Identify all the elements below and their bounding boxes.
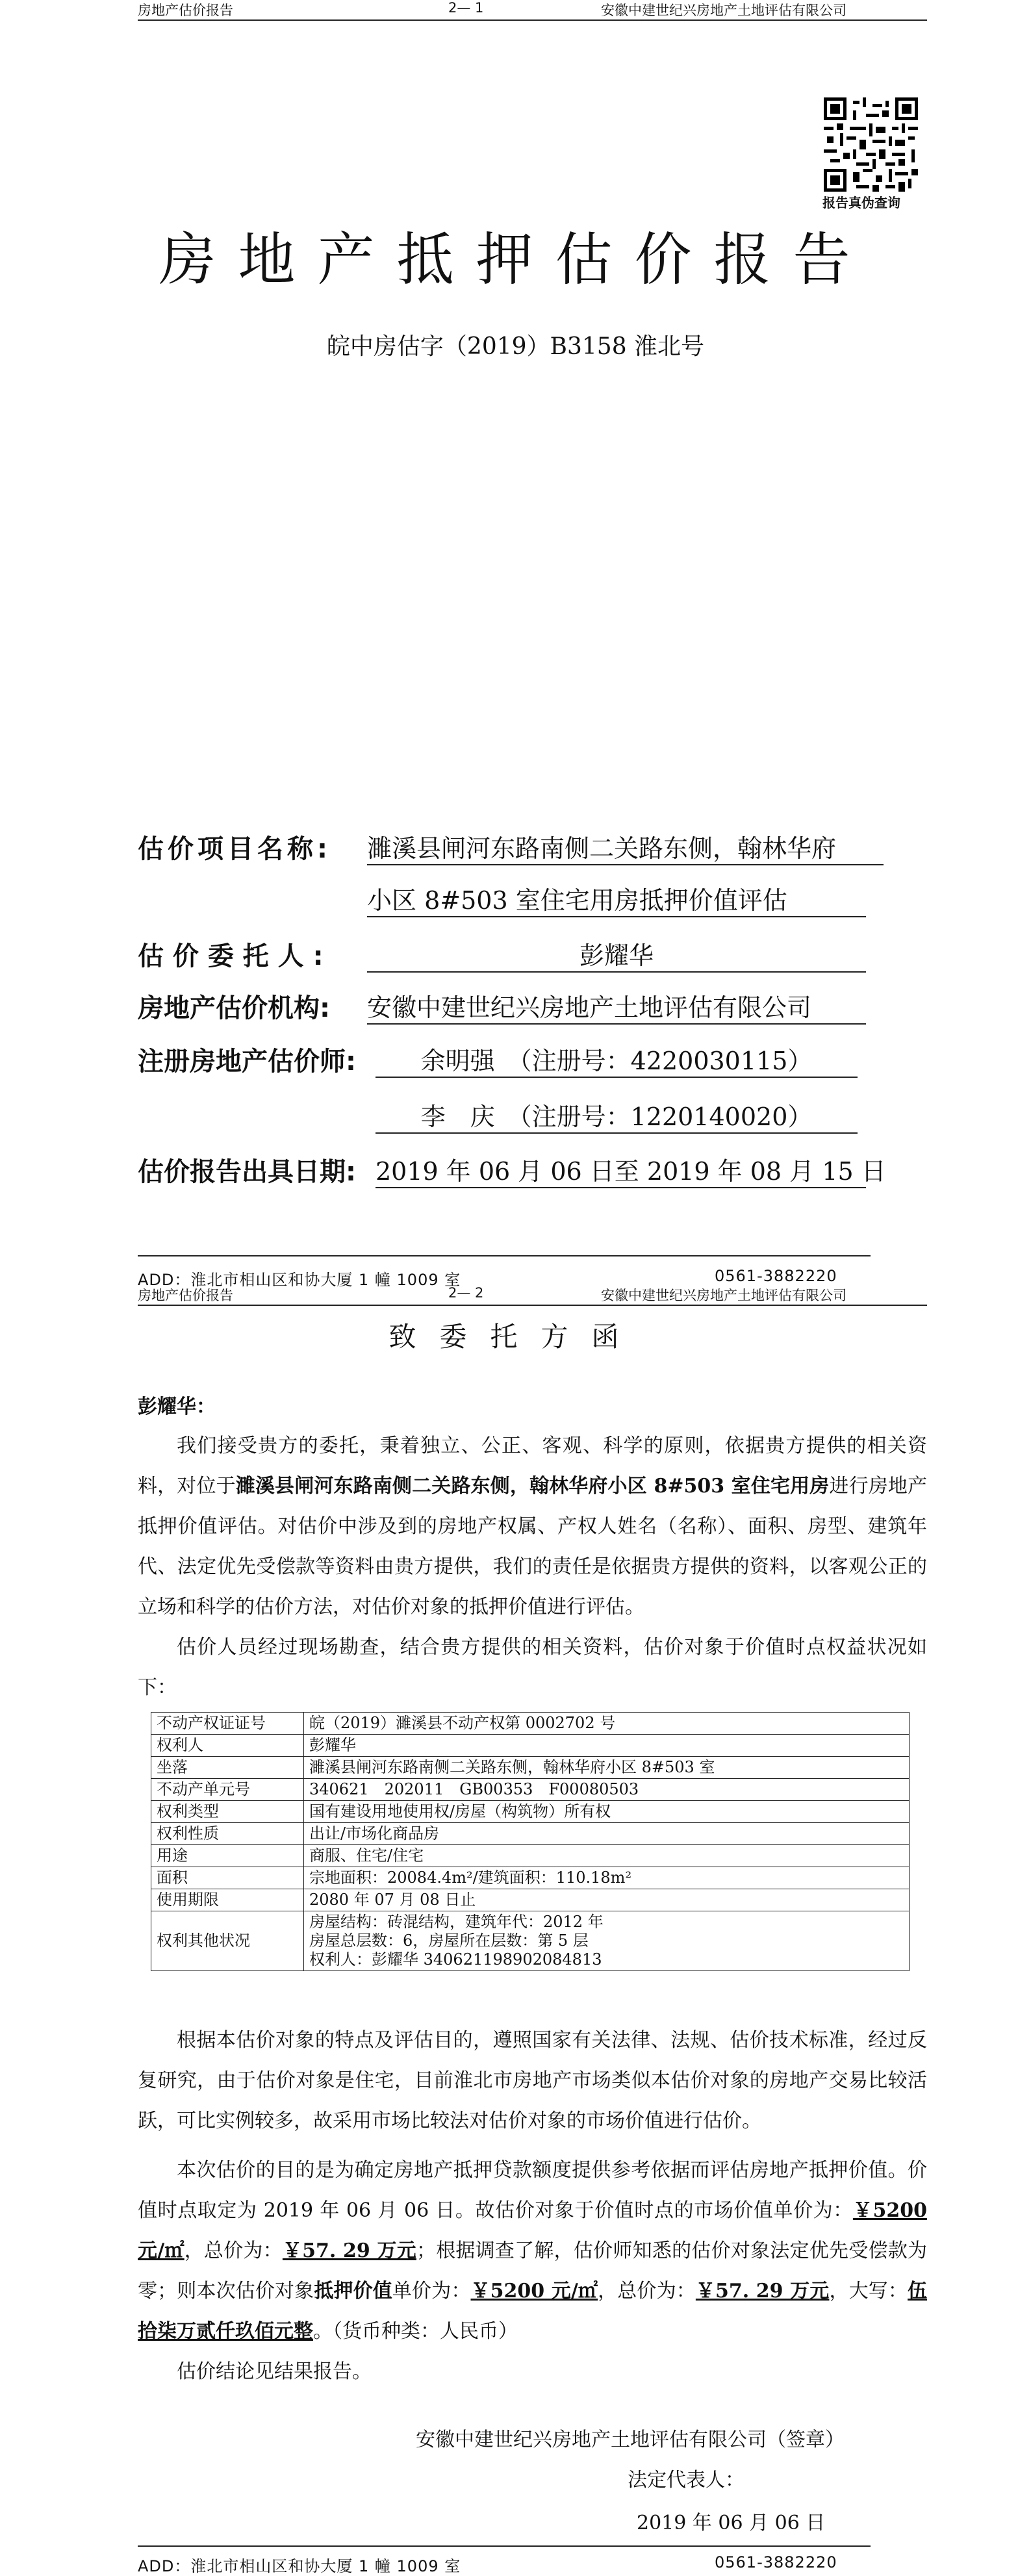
table-key: 坐落 — [151, 1757, 304, 1779]
appraiser-1: 余明强 （注册号：4220030115） — [375, 1041, 858, 1078]
project-value-line1: 濉溪县闸河东路南侧二关路东侧，翰林华府 — [367, 828, 884, 865]
table-value-line: 国有建设用地使用权/房屋（构筑物）所有权 — [309, 1802, 611, 1820]
table-row — [151, 1911, 910, 1971]
appraiser-label: 注册房地产估价师: — [138, 1047, 356, 1077]
header-rule — [138, 1305, 927, 1306]
signature-date: 2019 年 06 月 06 日 — [637, 2512, 826, 2534]
table-row — [151, 1779, 910, 1801]
footer-address: ADD：淮北市相山区和协大厦 1 幢 1009 室 — [138, 1271, 461, 1289]
table-value-line: 彭耀华 — [309, 1736, 356, 1754]
salutation: 彭耀华： — [138, 1396, 216, 1418]
table-row — [151, 1713, 910, 1735]
project-label: 估价项目名称: — [138, 834, 331, 864]
table-value-line: 权利人：彭耀华 340621198902084813 — [309, 1950, 602, 1969]
date-label: 估价报告出具日期: — [138, 1157, 356, 1187]
table-key: 权利类型 — [151, 1801, 304, 1823]
document-number: 皖中房估字（2019）B3158 淮北号 — [326, 333, 705, 360]
footer-rule — [138, 2545, 871, 2547]
table-value-line: 房屋总层数：6，房屋所在层数：第 5 层 — [309, 1932, 589, 1950]
table-row — [151, 1867, 910, 1889]
paragraph-3: 根据本估价对象的特点及评估目的，遵照国家有关法律、法规、估价技术标准，经过反复研究，由于估价对象是住宅，目前淮北市房地产市场类似本估价对象的房地产交易比较活跃，可比实例较多，故采用市场比较法对估价对象的市场价值进行估价。 — [138, 2029, 927, 2132]
footer-rule — [138, 1255, 871, 1256]
paragraph-5: 估价结论见结果报告。 — [177, 2360, 372, 2383]
table-key: 不动产权证证号 — [151, 1713, 304, 1735]
table-value-line: 皖（2019）濉溪县不动产权第 0002702 号 — [309, 1714, 616, 1732]
table-value — [304, 1911, 910, 1971]
qr-code-icon[interactable] — [824, 97, 918, 192]
table-value — [304, 1735, 910, 1757]
total-price: ￥57. 29 万元 — [282, 2239, 416, 2262]
paragraph-2: 估价人员经过现场勘查，结合贵方提供的相关资料，估价对象于价值时点权益状况如下： — [138, 1636, 927, 1699]
footer-phone: 0561-3882220 — [715, 2553, 837, 2571]
table-key: 权利其他状况 — [151, 1911, 304, 1971]
table-key: 用途 — [151, 1845, 304, 1867]
mortgage-total-price: ￥57. 29 万元 — [695, 2280, 830, 2302]
client-label: 估 价 委 托 人 : — [138, 941, 324, 971]
mortgage-unit-price: ￥5200 元/㎡ — [470, 2280, 598, 2302]
table-row — [151, 1889, 910, 1911]
report-title: 房地产抵押估价报告 — [159, 226, 872, 293]
property-address: 濉溪县闸河东路南侧二关路东侧，翰林华府小区 8#503 室住宅用房 — [235, 1475, 830, 1498]
table-value-line: 出让/市场化商品房 — [309, 1824, 440, 1843]
unit-price: ￥5200 元/㎡ — [138, 2199, 927, 2262]
header-right: 安徽中建世纪兴房地产土地评估有限公司 — [601, 1288, 846, 1303]
client-value: 彭耀华 — [367, 936, 866, 973]
table-row — [151, 1801, 910, 1823]
table-value — [304, 1867, 910, 1889]
table-value-line: 宗地面积：20084.4m²/建筑面积：110.18m² — [309, 1868, 632, 1887]
table-value — [304, 1779, 910, 1801]
qr-caption: 报告真伪查询 — [822, 195, 900, 210]
paragraph-4: 本次估价的目的是为确定房地产抵押贷款额度提供参考依据而评估房地产抵押价值。价值时点取定为 2019 年 06 月 06 日。故估价对象于价值时点的市场价值单价为：￥5200 元/㎡，总价为：￥57. 29 万元；根据调查了解，估价师知悉的估价对象法定优先受偿款为零；则本次估价对象抵押价值单价为：￥5200 元/㎡，总价为：￥57. 29 万元，大写：伍拾柒万贰仟玖佰元整。（货币种类：人民币） — [138, 2159, 928, 2343]
paragraph-1: 我们接受贵方的委托，秉着独立、公正、客观、科学的原则，依据贵方提供的相关资料，对位于濉溪县闸河东路南侧二关路东侧，翰林华府小区 8#503 室住宅用房进行房地产抵押价值评估。对估价中涉及到的房地产权属、产权人姓名（名称）、面积、房型、建筑年代、法定优先受偿款等资料由贵方提供，我们的责任是依据贵方提供的资料，以客观公正的立场和科学的估价方法，对估价对象的抵押价值进行评估。 — [138, 1435, 928, 1618]
total-in-words: 伍拾柒万贰仟玖佰元整 — [138, 2280, 928, 2343]
project-value-line2: 小区 8#503 室住宅用房抵押价值评估 — [367, 880, 866, 917]
table-value — [304, 1801, 910, 1823]
date-value: 2019 年 06 月 06 日至 2019 年 08 月 15 日 — [375, 1151, 866, 1188]
table-key: 面积 — [151, 1867, 304, 1889]
table-value-line: 濉溪县闸河东路南侧二关路东侧，翰林华府小区 8#503 室 — [309, 1758, 715, 1776]
footer-address: ADD：淮北市相山区和协大厦 1 幢 1009 室 — [138, 2557, 461, 2575]
table-key: 权利人 — [151, 1735, 304, 1757]
table-key: 权利性质 — [151, 1823, 304, 1845]
header-right: 安徽中建世纪兴房地产土地评估有限公司 — [601, 3, 846, 18]
header-rule — [138, 19, 927, 21]
table-row — [151, 1845, 910, 1867]
table-value — [304, 1713, 910, 1735]
table-key: 使用期限 — [151, 1889, 304, 1911]
table-value-line: 房屋结构：砖混结构，建筑年代：2012 年 — [309, 1913, 604, 1931]
table-value — [304, 1823, 910, 1845]
table-value-line: 商服、住宅/住宅 — [309, 1846, 424, 1865]
table-value-line: 2080 年 07 月 08 日止 — [309, 1891, 476, 1909]
signature-company: 安徽中建世纪兴房地产土地评估有限公司（签章） — [416, 2429, 845, 2451]
legal-representative: 法定代表人： — [628, 2469, 745, 2492]
header-left: 房地产估价报告 — [138, 1288, 233, 1303]
table-value — [304, 1757, 910, 1779]
header-left: 房地产估价报告 — [138, 3, 233, 18]
table-row — [151, 1823, 910, 1845]
table-row — [151, 1757, 910, 1779]
table-row — [151, 1735, 910, 1757]
rights-table — [151, 1712, 910, 1971]
agency-value: 安徽中建世纪兴房地产土地评估有限公司 — [367, 988, 866, 1025]
letter-title: 致委托方函 — [388, 1321, 643, 1353]
header-page-number: 2— 2 — [448, 1285, 484, 1301]
agency-label: 房地产估价机构: — [138, 993, 330, 1023]
header-page-number: 2— 1 — [448, 0, 484, 16]
table-value — [304, 1845, 910, 1867]
table-value — [304, 1889, 910, 1911]
appraiser-2: 李 庆 （注册号：1220140020） — [375, 1097, 858, 1134]
table-value-line: 340621 202011 GB00353 F00080503 — [309, 1780, 639, 1798]
footer-phone: 0561-3882220 — [715, 1267, 837, 1285]
table-key: 不动产单元号 — [151, 1779, 304, 1801]
